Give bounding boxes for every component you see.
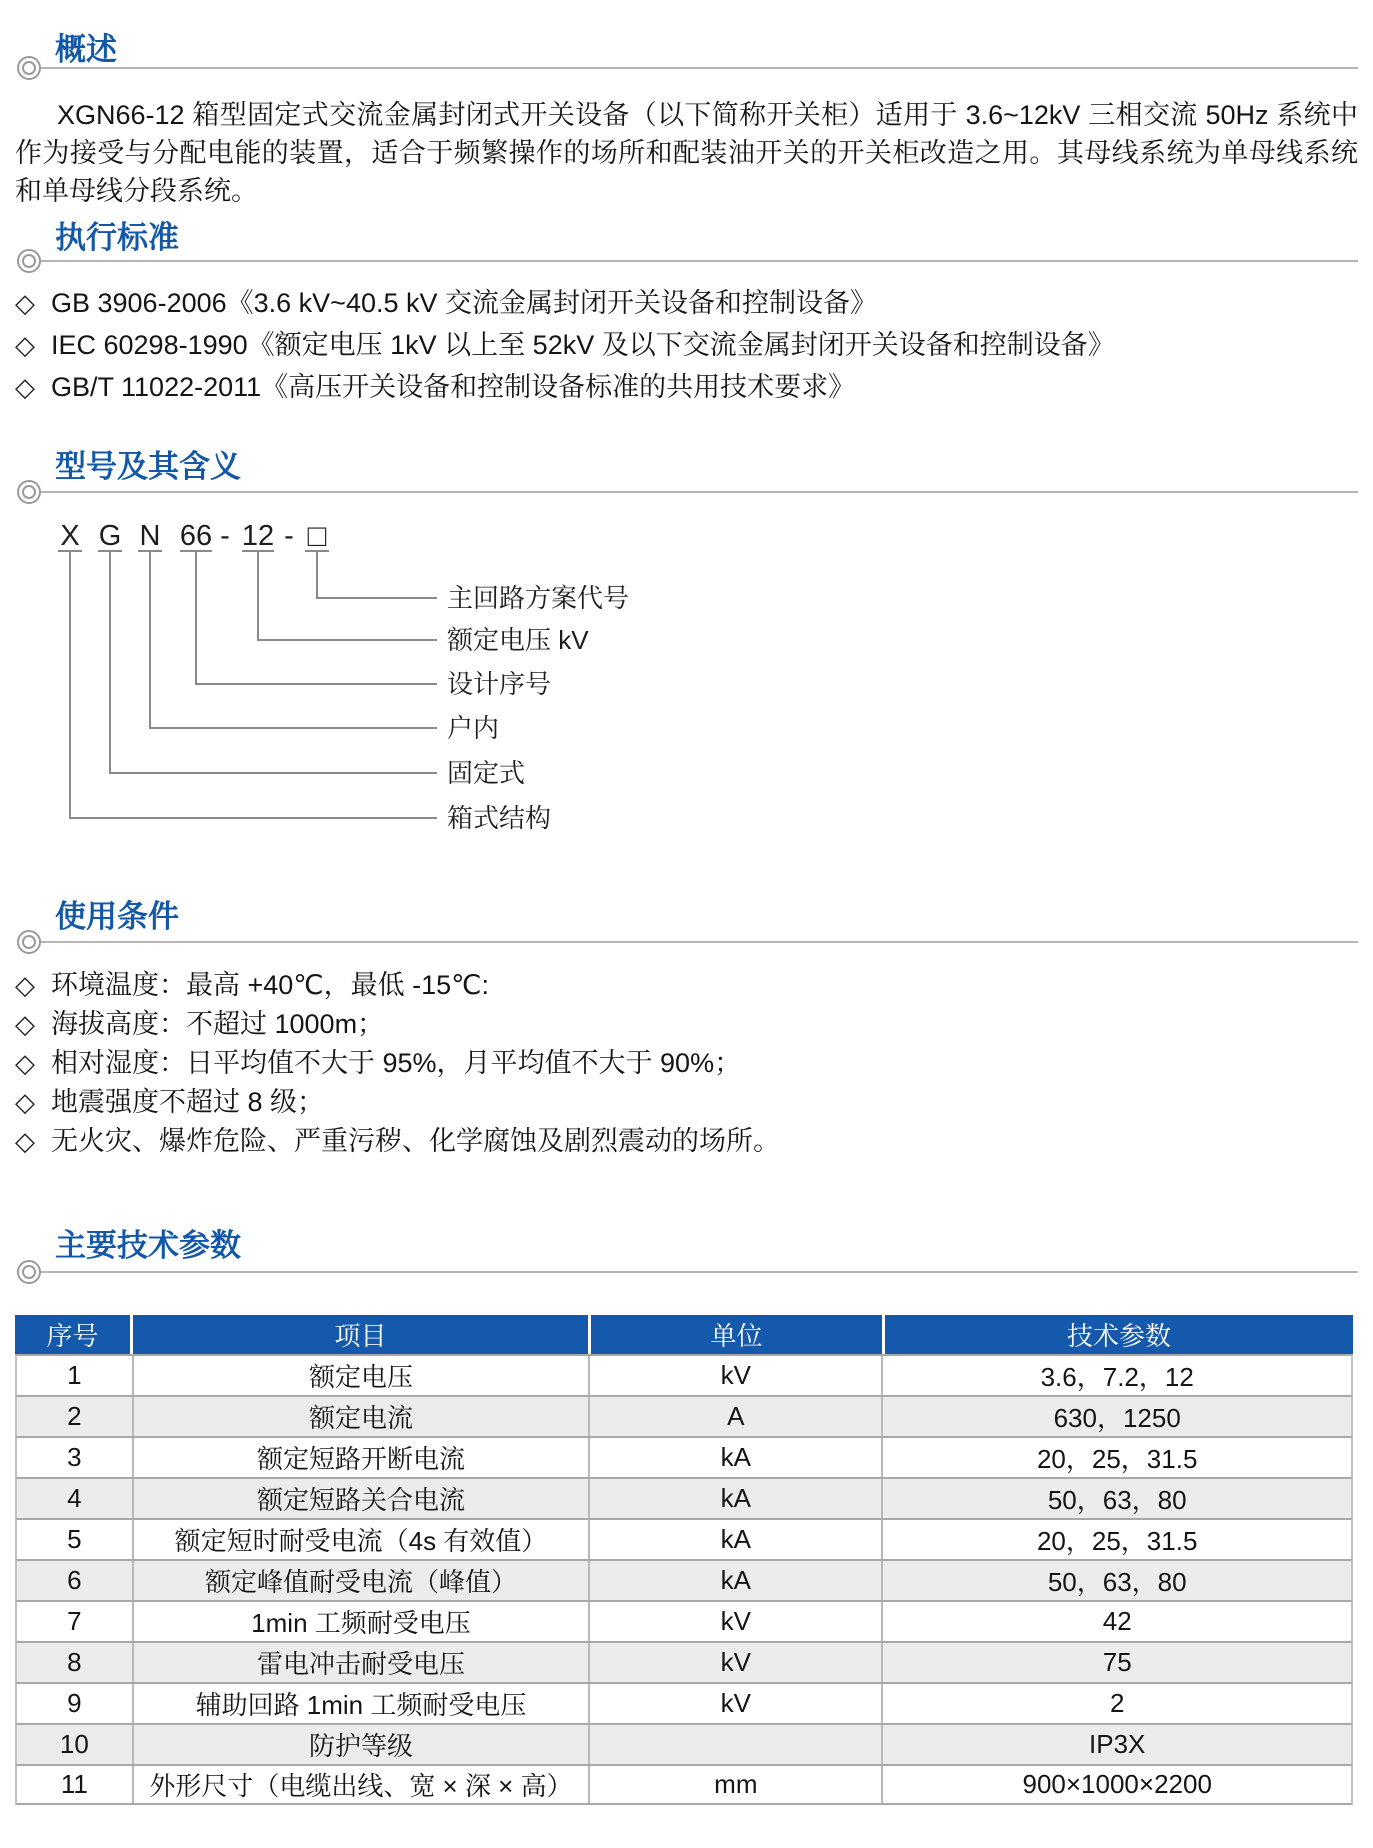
cell-index: 3 <box>67 1442 82 1472</box>
section-title-standards: 执行标准 <box>55 220 179 255</box>
condition-text: 无火灾、爆炸危险、严重污秽、化学腐蚀及剧烈震动的场所。 <box>51 1126 780 1156</box>
model-label: 固定式 <box>447 758 526 788</box>
model-code-part: - <box>220 520 230 552</box>
cell-value: 900×1000×2200 <box>881 1766 1351 1803</box>
cell-item: 额定短路关合电流 <box>132 1479 589 1518</box>
table-row <box>15 1600 1353 1641</box>
diamond-bullet-icon: ◇ <box>15 1048 35 1078</box>
cell-unit: kV <box>588 1602 881 1641</box>
cell-index: 7 <box>67 1606 82 1636</box>
model-code-part: - <box>284 520 294 552</box>
conditions-list-item <box>15 1122 1358 1161</box>
cell-unit: kA <box>588 1438 881 1477</box>
cell-unit <box>588 1725 881 1764</box>
cell-item: 额定电压 <box>132 1356 589 1395</box>
section-rule <box>29 941 1358 943</box>
table-row <box>15 1764 1353 1805</box>
cell-index: 5 <box>67 1524 82 1554</box>
table-header-row <box>15 1315 1353 1354</box>
diamond-bullet-icon: ◇ <box>15 1126 35 1156</box>
table-header-cell: 项目 <box>130 1315 588 1354</box>
cell-item: 辅助回路 1min 工频耐受电压 <box>132 1684 589 1723</box>
standards-list <box>15 282 1358 408</box>
standards-list-item <box>15 366 1358 408</box>
cell-item: 1min 工频耐受电压 <box>132 1602 589 1641</box>
standard-text: GB/T 11022-2011《高压开关设备和控制设备标准的共用技术要求》 <box>51 372 856 402</box>
condition-text: 地震强度不超过 8 级； <box>51 1087 325 1117</box>
model-label: 户内 <box>447 713 500 743</box>
cell-value: IP3X <box>881 1725 1351 1764</box>
cell-value: 20，25，31.5 <box>881 1438 1351 1477</box>
section-title-model: 型号及其含义 <box>55 449 241 484</box>
cell-index: 8 <box>67 1647 82 1677</box>
table-row <box>15 1395 1353 1436</box>
cell-unit: kA <box>588 1520 881 1559</box>
diamond-bullet-icon: ◇ <box>15 1087 35 1117</box>
ring-bullet-icon <box>17 1260 41 1284</box>
cell-unit: kV <box>588 1356 881 1395</box>
ring-bullet-icon <box>17 480 41 504</box>
ring-bullet-icon <box>17 56 41 80</box>
cell-value: 50，63，80 <box>881 1479 1351 1518</box>
cell-index: 6 <box>67 1565 82 1595</box>
table-row <box>15 1559 1353 1600</box>
cell-value: 630，1250 <box>881 1397 1351 1436</box>
section-rule <box>29 491 1358 493</box>
table-header-cell: 序号 <box>46 1321 99 1351</box>
diamond-bullet-icon: ◇ <box>15 288 35 318</box>
cell-item: 额定电流 <box>132 1397 589 1436</box>
overview-paragraph: XGN66-12 箱型固定式交流金属封闭式开关设备（以下简称开关柜）适用于 3.6~12kV 三相交流 50Hz 系统中作为接受与分配电能的装置，适合于频繁操作的场所和配装油开关的开关柜改造之用。其母线系统为单母线系统和单母线分段系统。 <box>15 100 1358 206</box>
conditions-list-item <box>15 966 1358 1005</box>
section-rule <box>29 67 1358 69</box>
table-row <box>15 1682 1353 1723</box>
conditions-list-item <box>15 1083 1358 1122</box>
section-rule <box>29 1271 1358 1273</box>
cell-value: 3.6，7.2，12 <box>881 1356 1351 1395</box>
table-body <box>15 1354 1353 1805</box>
cell-index: 2 <box>67 1401 82 1431</box>
diamond-bullet-icon: ◇ <box>15 372 35 402</box>
model-code-part: N <box>139 520 161 552</box>
standards-list-item <box>15 282 1358 324</box>
model-diagram-lines <box>0 540 520 830</box>
model-code-part: 66 <box>179 520 213 552</box>
cell-index: 11 <box>60 1769 88 1799</box>
conditions-list <box>15 966 1358 1161</box>
table-row <box>15 1641 1353 1682</box>
cell-value: 2 <box>881 1684 1351 1723</box>
cell-index: 1 <box>67 1360 82 1390</box>
condition-text: 海拔高度：不超过 1000m； <box>51 1009 385 1039</box>
condition-text: 相对湿度：日平均值不大于 95%，月平均值不大于 90%； <box>51 1048 742 1078</box>
parameters-table <box>15 1315 1353 1805</box>
model-label: 箱式结构 <box>447 803 552 833</box>
cell-item: 额定短路开断电流 <box>132 1438 589 1477</box>
cell-item: 额定短时耐受电流（4s 有效值） <box>132 1520 589 1559</box>
cell-item: 外形尺寸（电缆出线、宽 × 深 × 高） <box>132 1766 589 1803</box>
table-header-cell: 技术参数 <box>882 1315 1353 1354</box>
table-row <box>15 1477 1353 1518</box>
diamond-bullet-icon: ◇ <box>15 970 35 1000</box>
diamond-bullet-icon: ◇ <box>15 330 35 360</box>
cell-unit: kV <box>588 1643 881 1682</box>
section-title-overview: 概述 <box>55 32 117 67</box>
standard-text: GB 3906-2006《3.6 kV~40.5 kV 交流金属封闭开关设备和控制设备》 <box>51 288 878 318</box>
cell-unit: kA <box>588 1479 881 1518</box>
conditions-list-item <box>15 1044 1358 1083</box>
table-row <box>15 1518 1353 1559</box>
cell-item: 雷电冲击耐受电压 <box>132 1643 589 1682</box>
cell-item: 额定峰值耐受电流（峰值） <box>132 1561 589 1600</box>
model-label: 主回路方案代号 <box>447 583 630 613</box>
conditions-list-item <box>15 1005 1358 1044</box>
cell-value: 20，25，31.5 <box>881 1520 1351 1559</box>
cell-index: 4 <box>67 1483 82 1513</box>
model-code-part: 12 <box>241 520 275 552</box>
model-label: 设计序号 <box>447 669 552 699</box>
table-row <box>15 1354 1353 1395</box>
cell-unit: kA <box>588 1561 881 1600</box>
section-title-conditions: 使用条件 <box>55 899 179 934</box>
cell-value: 75 <box>881 1643 1351 1682</box>
diamond-bullet-icon: ◇ <box>15 1009 35 1039</box>
table-row <box>15 1723 1353 1764</box>
standard-text: IEC 60298-1990《额定电压 1kV 以上至 52kV 及以下交流金属封闭开关设备和控制设备》 <box>51 330 1115 360</box>
model-code-part: □ <box>307 518 327 553</box>
table-header-cell: 单位 <box>588 1315 882 1354</box>
cell-item: 防护等级 <box>132 1725 589 1764</box>
table-row <box>15 1436 1353 1477</box>
model-label: 额定电压 kV <box>447 625 589 655</box>
condition-text: 环境温度：最高 +40℃，最低 -15℃: <box>51 970 489 1000</box>
cell-index: 10 <box>59 1729 89 1759</box>
model-code-part: X <box>60 520 80 552</box>
standards-list-item <box>15 324 1358 366</box>
section-rule <box>29 260 1358 262</box>
ring-bullet-icon <box>17 249 41 273</box>
cell-unit: kV <box>588 1684 881 1723</box>
ring-bullet-icon <box>17 930 41 954</box>
cell-value: 50，63，80 <box>881 1561 1351 1600</box>
cell-value: 42 <box>881 1602 1351 1641</box>
section-title-parameters: 主要技术参数 <box>55 1228 241 1263</box>
cell-index: 9 <box>67 1688 82 1718</box>
cell-unit: mm <box>588 1766 881 1803</box>
cell-unit: A <box>588 1397 881 1436</box>
model-code-part: G <box>98 520 122 552</box>
